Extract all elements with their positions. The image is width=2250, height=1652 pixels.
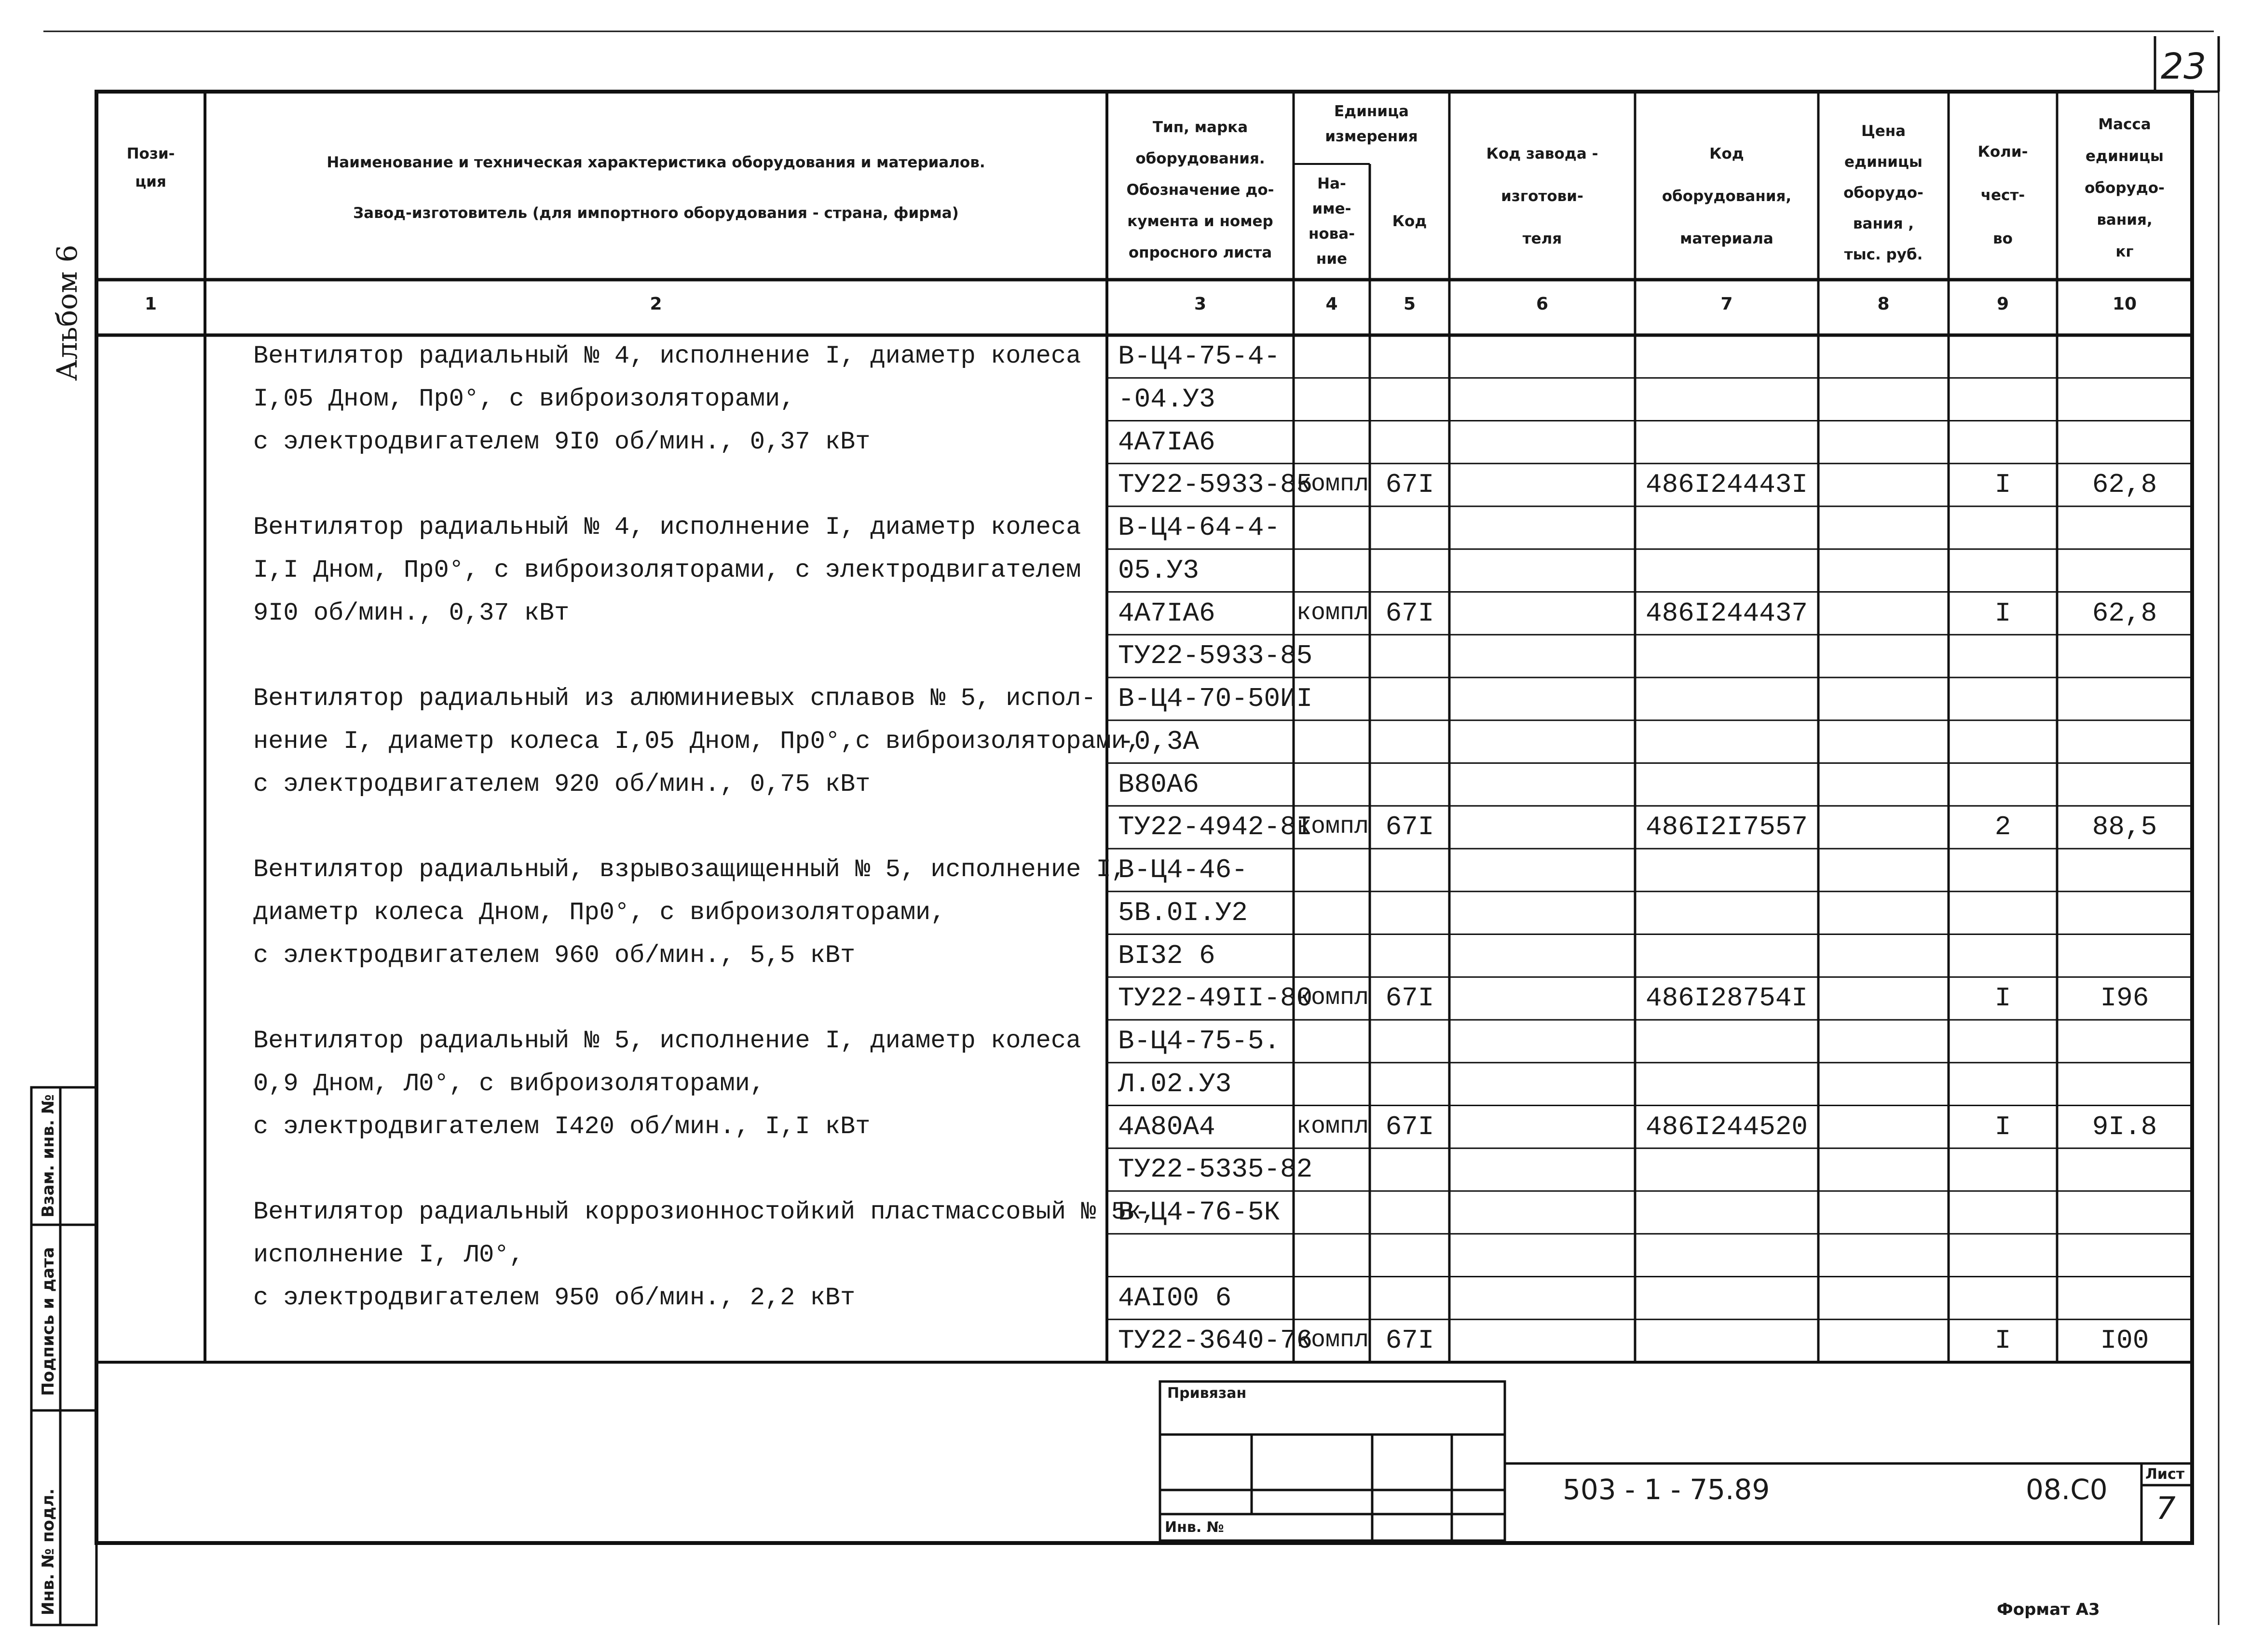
format-label: Формат А3 (1997, 1600, 2100, 1619)
sheet-label: Лист (2145, 1466, 2185, 1483)
item-type: В-Ц4-75-4- (1118, 341, 1281, 372)
item-description: I,I Дном, Пр0°, с виброизоляторами, с электродвигателем (253, 555, 1081, 584)
item-description: Вентилятор радиальный коррозионностойкий пластмассовый № 5к, (253, 1198, 1157, 1226)
item-mass: 62,8 (2092, 469, 2157, 501)
item-type: ТУ22-5933-85 (1118, 640, 1313, 672)
item-description: исполнение I, Л0°, (253, 1240, 524, 1269)
item-mass: I96 (2100, 983, 2149, 1014)
item-unit: компл (1296, 1112, 1369, 1140)
stamp-sign-date: Подпись и дата (39, 1247, 58, 1396)
header-mass: Масса единицы оборудо- вания, кг (2085, 116, 2165, 260)
item-quantity: I (1994, 983, 2011, 1014)
item-type: ТУ22-3640-76 (1118, 1325, 1313, 1356)
item-type: 4АI00 6 (1118, 1282, 1232, 1313)
header-type: Тип, марка оборудования. Обозначение до- кумента и номер опросного листа (1126, 119, 1274, 261)
item-mass: I00 (2100, 1325, 2149, 1356)
item-type: ВI32 6 (1118, 940, 1215, 971)
col-number: 9 (1996, 294, 2009, 314)
item-unit-code: 67I (1385, 1111, 1434, 1142)
item-description: Вентилятор радиальный № 5, исполнение I, диаметр колеса (253, 1027, 1081, 1055)
item-quantity: I (1994, 597, 2011, 629)
item-mass: 88,5 (2092, 812, 2157, 843)
item-unit: компл (1296, 471, 1369, 499)
col-number: 1 (144, 294, 157, 314)
header-qty: Коли- чест- во (1977, 143, 2028, 247)
item-type: 4А7IА6 (1118, 426, 1215, 458)
item-description: Вентилятор радиальный из алюминиевых сплавов № 5, испол- (253, 684, 1096, 713)
sheet-number: 7 (2156, 1491, 2176, 1527)
item-unit-code: 67I (1385, 469, 1434, 501)
item-description: с электродвигателем 920 об/мин., 0,75 кВт (253, 770, 871, 799)
item-description: Вентилятор радиальный, взрывозащищенный № 5, исполнение I, (253, 855, 1126, 884)
item-type: ТУ22-4942-8I (1118, 812, 1313, 843)
item-description: 0,9 Дном, Л0°, с виброизоляторами, (253, 1069, 765, 1098)
header-unit-name: На- име- нова- ние (1308, 175, 1355, 268)
header-plant: Код завода - изготови- теля (1486, 145, 1598, 247)
item-description: с электродвигателем I420 об/мин., I,I кВт (253, 1112, 871, 1141)
stamp-tied: Привязан (1167, 1385, 1247, 1402)
item-description: с электродвигателем 950 об/мин., 2,2 кВт (253, 1283, 856, 1312)
item-equipment-code: 486I244437 (1645, 597, 1808, 629)
item-equipment-code: 486I28754I (1645, 983, 1808, 1014)
item-type: В-Ц4-64-4- (1118, 512, 1281, 543)
item-description: Вентилятор радиальный № 4, исполнение I, диаметр колеса (253, 342, 1081, 370)
item-mass: 9I.8 (2092, 1111, 2157, 1142)
item-type: ТУ22-5335-82 (1118, 1154, 1313, 1185)
item-unit-code: 67I (1385, 983, 1434, 1014)
header-price: Цена единицы оборудо- вания , тыс. руб. (1843, 122, 1923, 263)
col-number: 10 (2112, 294, 2137, 314)
stamp-orig-inv: Инв. № подл. (39, 1488, 58, 1615)
item-description: Вентилятор радиальный № 4, исполнение I, диаметр колеса (253, 513, 1081, 542)
item-unit: компл (1296, 813, 1369, 841)
item-quantity: I (1994, 1111, 2011, 1142)
document-code: 503 - 1 - 75.89 (1563, 1473, 1770, 1506)
item-type: ТУ22-5933-85 (1118, 469, 1313, 501)
item-type: В-Ц4-76-5К (1118, 1197, 1281, 1228)
col-number: 5 (1403, 294, 1416, 314)
item-type: 5В.0I.У2 (1118, 897, 1248, 928)
col-number: 6 (1536, 294, 1549, 314)
col-number: 7 (1720, 294, 1733, 314)
col-number: 3 (1194, 294, 1207, 314)
header-position: Пози- ция (126, 145, 175, 190)
item-type: ТУ22-49II-80 (1118, 983, 1313, 1014)
item-type: В-Ц4-70-50ИI (1118, 683, 1313, 714)
header-unit-code: Код (1392, 213, 1427, 230)
item-equipment-code: 486I24443I (1645, 469, 1808, 501)
item-unit-code: 67I (1385, 1325, 1434, 1356)
item-unit-code: 67I (1385, 812, 1434, 843)
item-type: -0,3А (1118, 726, 1200, 757)
item-description: нение I, диаметр колеса I,05 Дном, Пр0°,с виброизоляторами, (253, 727, 1142, 756)
item-type: -04.У3 (1118, 383, 1215, 415)
item-description: с электродвигателем 9I0 об/мин., 0,37 кВт (253, 427, 871, 456)
header-equip: Код оборудования, материала (1662, 145, 1792, 247)
header-unit: Единица измерения (1325, 103, 1418, 145)
item-type: В80А6 (1118, 769, 1200, 800)
item-description: диаметр колеса Дном, Пр0°, с виброизоляторами, (253, 898, 946, 927)
item-description: 9I0 об/мин., 0,37 кВт (253, 598, 570, 627)
item-description: I,05 Дном, Пр0°, с виброизоляторами, (253, 384, 795, 413)
item-type: В-Ц4-46- (1118, 854, 1248, 885)
item-unit: компл (1296, 984, 1369, 1012)
header-name: Наименование и техническая характеристика оборудования и материалов. Завод-изготовитель (для импортного оборудования - страна, фирма) (327, 154, 985, 222)
stamp-replace-inv: Взам. инв. № (39, 1094, 58, 1218)
item-type: 4А7IА6 (1118, 597, 1215, 629)
item-equipment-code: 486I244520 (1645, 1111, 1808, 1142)
item-type: Л.02.У3 (1118, 1068, 1232, 1099)
item-unit: компл (1296, 599, 1369, 627)
item-quantity: I (1994, 1325, 2011, 1356)
item-type: 05.У3 (1118, 555, 1200, 586)
item-quantity: 2 (1994, 812, 2011, 843)
section-code: 08.С0 (2026, 1473, 2108, 1506)
item-unit: компл (1296, 1327, 1369, 1354)
album-label: Альбом 6 (51, 244, 83, 381)
item-type: 4А80А4 (1118, 1111, 1215, 1142)
col-number: 2 (650, 294, 662, 314)
item-mass: 62,8 (2092, 597, 2157, 629)
item-description: с электродвигателем 960 об/мин., 5,5 кВт (253, 941, 856, 970)
item-equipment-code: 486I2I7557 (1645, 812, 1808, 843)
col-number: 4 (1325, 294, 1338, 314)
item-quantity: I (1994, 469, 2011, 501)
item-unit-code: 67I (1385, 597, 1434, 629)
item-type: В-Ц4-75-5. (1118, 1026, 1281, 1056)
stamp-inv-no: Инв. № (1165, 1519, 1224, 1536)
page-number: 23 (2161, 46, 2207, 87)
col-number: 8 (1877, 294, 1890, 314)
